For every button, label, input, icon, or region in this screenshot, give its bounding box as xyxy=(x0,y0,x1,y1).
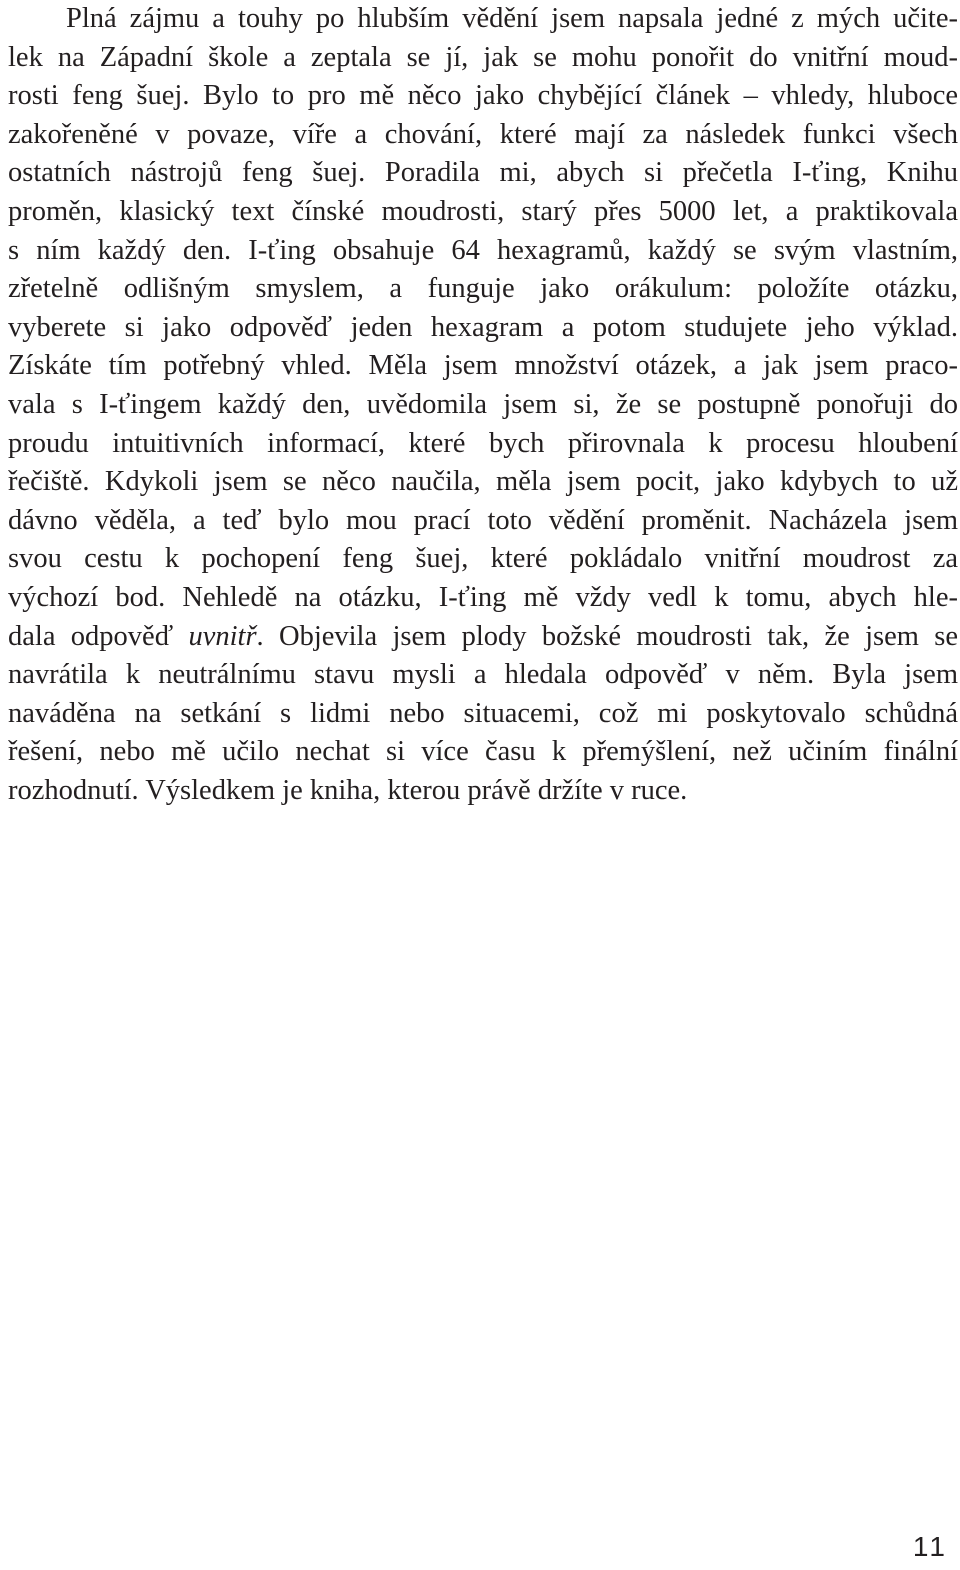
text-segment: vala s I-ťingem každý den, uvědomila jsem si, že se postupně ponořuji do xyxy=(8,388,958,420)
text-line xyxy=(8,463,958,502)
text-line xyxy=(8,347,958,386)
text-line xyxy=(8,425,958,464)
text-segment: naváděna na setkání s lidmi nebo situacemi, což mi poskytovalo schůdná xyxy=(8,697,958,729)
text-line xyxy=(8,193,958,232)
text-line xyxy=(8,618,958,657)
text-segment: . Objevila jsem plody božské moudrosti tak, že jsem se xyxy=(256,620,959,652)
text-segment: Získáte tím potřebný vhled. Měla jsem množství otázek, a jak jsem praco- xyxy=(8,350,958,382)
text-segment: vyberete si jako odpověď jeden hexagram a potom studujete jeho výklad. xyxy=(8,311,958,343)
page-number: 11 xyxy=(912,1531,948,1562)
text-line xyxy=(8,77,958,116)
text-line xyxy=(8,502,958,541)
text-segment: proměn, klasický text čínské moudrosti, starý přes 5000 let, a praktikovala xyxy=(8,195,958,227)
text-segment: řečiště. Kdykoli jsem se něco naučila, měla jsem pocit, jako kdybych to už xyxy=(8,466,958,498)
emphasized-text: uvnitř xyxy=(188,620,257,652)
text-segment: výchozí bod. Nehledě na otázku, I-ťing mě vždy vedl k tomu, abych hle- xyxy=(8,581,958,613)
text-segment: ostatních nástrojů feng šuej. Poradila mi, abych si přečetla I-ťing, Knihu xyxy=(8,157,958,189)
body-paragraph xyxy=(8,0,958,810)
text-segment: zřetelně odlišným smyslem, a funguje jako orákulum: položíte otázku, xyxy=(8,273,958,305)
text-line xyxy=(8,116,958,155)
text-segment: Plná zájmu a touhy po hlubším vědění jsem napsala jedné z mých učite- xyxy=(66,3,958,34)
text-segment: dávno věděla, a teď bylo mou prací toto vědění proměnit. Nacházela jsem xyxy=(8,504,958,536)
text-segment: svou cestu k pochopení feng šuej, které pokládalo vnitřní moudrost za xyxy=(8,543,958,575)
text-line xyxy=(8,39,958,78)
text-segment: s ním každý den. I-ťing obsahuje 64 hexagramů, každý se svým vlastním, xyxy=(8,234,958,266)
text-line xyxy=(8,0,958,39)
text-segment: zakořeněné v povaze, víře a chování, které mají za následek funkci všech xyxy=(8,118,958,150)
text-line xyxy=(8,154,958,193)
text-segment: rosti feng šuej. Bylo to pro mě něco jako chybějící článek – vhledy, hluboce xyxy=(8,80,958,112)
text-line xyxy=(8,656,958,695)
text-line xyxy=(8,733,958,772)
text-line xyxy=(8,579,958,618)
text-segment: lek na Západní škole a zeptala se jí, jak se mohu ponořit do vnitřní moud- xyxy=(8,41,958,73)
text-segment: rozhodnutí. Výsledkem je kniha, kterou právě držíte v ruce. xyxy=(8,774,688,806)
text-segment: proudu intuitivních informací, které bych přirovnala k procesu hloubení xyxy=(8,427,958,459)
text-segment: řešení, nebo mě učilo nechat si více času k přemýšlení, než učiním finální xyxy=(8,736,958,768)
text-segment: dala odpověď xyxy=(8,620,189,652)
text-line xyxy=(8,232,958,271)
text-line xyxy=(8,309,958,348)
text-line xyxy=(8,695,958,734)
text-line xyxy=(8,540,958,579)
text-line xyxy=(8,386,958,425)
text-segment: navrátila k neutrálnímu stavu mysli a hledala odpověď v něm. Byla jsem xyxy=(8,659,958,691)
text-line xyxy=(8,270,958,309)
text-line xyxy=(8,772,958,811)
